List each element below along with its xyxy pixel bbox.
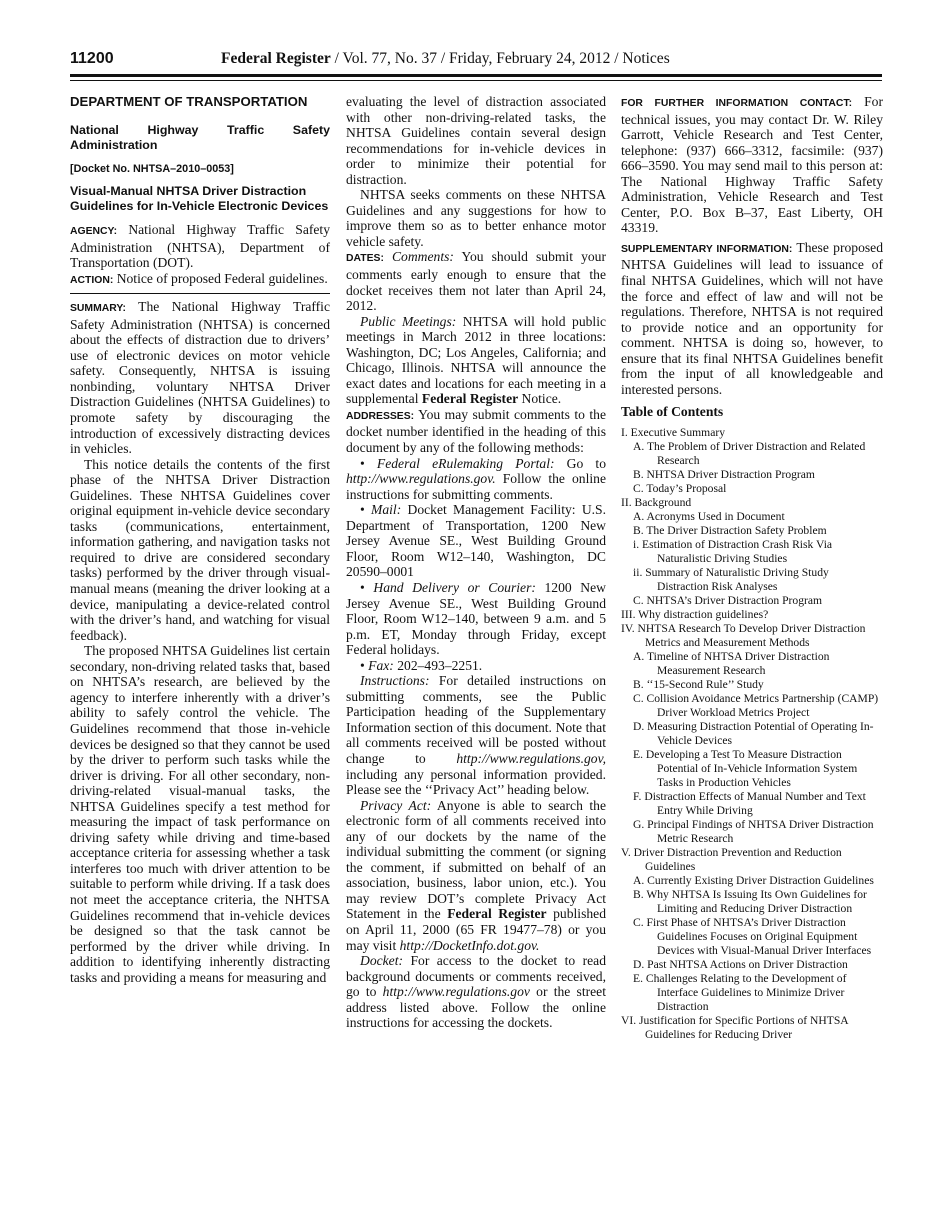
toc-entry: E. Developing a Test To Measure Distraction Potential of In-Vehicle Information System Tasks in Production Vehicles <box>633 747 858 789</box>
docket-end: or the street address listed above. Follow the online instructions for accessing the dockets. <box>346 984 606 1031</box>
header-rule-thin <box>70 80 882 81</box>
toc-entry: D. Measuring Distraction Potential of Operating In-Vehicle Devices <box>633 719 874 747</box>
privacy-bold: Federal Register <box>447 906 547 922</box>
meetings-text: NHTSA will hold public meetings in March 2012 in three locations: Washington, DC; Los Angeles, California; and Chicago, Illinois. NHTSA will announce the exact dates and locations for each meeting in a supplemental <box>346 313 607 407</box>
instructions-link[interactable]: http://www.regulations.gov, <box>456 750 606 766</box>
hand-italic: Hand Delivery or Courier: <box>373 579 536 595</box>
privacy-italic: Privacy Act: <box>360 797 432 813</box>
contact-paragraph <box>621 94 883 236</box>
contact-label: FOR FURTHER INFORMATION CONTACT: <box>621 98 853 109</box>
agency-text: National Highway Traffic Safety Administration (NHTSA), Department of Transportation (DOT). <box>70 222 330 271</box>
portal-link[interactable]: http://www.regulations.gov. <box>346 471 496 487</box>
toc-entry: B. ‘‘15-Second Rule’’ Study <box>633 677 764 691</box>
toc-entry: A. Currently Existing Driver Distraction Guidelines <box>633 873 874 887</box>
docket-number: [Docket No. NHTSA–2010–0053] <box>70 163 234 175</box>
header-rule-thick <box>70 74 882 77</box>
toc-entry: C. Today’s Proposal <box>633 481 727 495</box>
agency-label: AGENCY: <box>70 226 118 237</box>
toc-entry: I. Executive Summary <box>621 425 725 439</box>
toc-entry: B. NHTSA Driver Distraction Program <box>633 467 815 481</box>
instructions-italic: Instructions: <box>360 673 430 689</box>
supplementary-paragraph <box>621 240 883 397</box>
action-paragraph <box>70 271 330 289</box>
fax-text: 202–493–2251. <box>393 657 483 673</box>
dates-paragraph <box>346 249 606 313</box>
toc-entry: ii. Summary of Naturalistic Driving Study Distraction Risk Analyses <box>633 565 829 593</box>
toc-entry: F. Distraction Effects of Manual Number and Text Entry While Driving <box>633 789 866 817</box>
summary-text: The National Highway Traffic Safety Administration (NHTSA) is concerned about the effects of distraction due to drivers’ use of electronic devices on motor vehicle safety. Consequently, NHTSA is issuing nonbinding, voluntary NHTSA Driver Distraction Guidelines (NHTSA Guidelines) to promote safety by discouraging the introduction of excessively distracting devices in vehicles. <box>70 299 330 457</box>
contact-text: For technical issues, you may contact Dr. W. Riley Garrott, Vehicle Research and Test Center, telephone: (937) 666–3312, facsimile: (937) 666–3590. You may send mail to this person at: The National Highway Traffic Safety Administration, Vehicle Research and Test Center, P.O. Box B–37, East Liberty, OH 43319. <box>621 94 883 236</box>
running-head <box>221 50 670 68</box>
action-label: ACTION: <box>70 274 114 286</box>
toc-entry: C. First Phase of NHTSA’s Driver Distraction Guidelines Focuses on Original Equipment Devices with Visual-Manual Driver Interfaces <box>633 915 872 957</box>
privacy-link[interactable]: http://DocketInfo.dot.gov. <box>399 937 540 953</box>
toc-entry: A. Timeline of NHTSA Driver Distraction Measurement Research <box>633 649 830 677</box>
toc-entry: D. Past NHTSA Actions on Driver Distraction <box>633 957 848 971</box>
meetings-paragraph <box>346 314 606 407</box>
column-1 <box>70 94 330 985</box>
toc-entry: A. Acronyms Used in Document <box>633 509 785 523</box>
toc-entry: III. Why distraction guidelines? <box>621 607 769 621</box>
privacy-end: published on April 11, 2000 (65 FR 19477–78) or you may visit <box>346 906 607 953</box>
toc-title: Table of Contents <box>621 404 724 420</box>
addresses-text: You may submit comments to the docket number identified in the heading of this document by any of the following methods: <box>346 406 606 456</box>
supplementary-text: These proposed NHTSA Guidelines will lead to issuance of final NHTSA Guidelines, which will not have the force and effect of law and will not be regulations. Therefore, NHTSA is not required to provide notice and an opportunity for comment. NHTSA is doing so, however, to ensure that its final NHTSA Guidelines benefit from the input of all knowledgeable and interested persons. <box>621 239 883 397</box>
docket-link[interactable]: http://www.regulations.gov <box>382 984 530 1000</box>
bullet-hand-delivery: • Hand Delivery or Courier: 1200 New Jersey Avenue SE., West Building Ground Floor, Room W12–140, between 9 a.m. and 5 p.m. ET, Monday through Friday, except Federal holidays. <box>346 579 606 658</box>
portal-end: Follow the online instructions for submitting comments. <box>346 471 606 502</box>
docket-text: For access to the docket to read background documents or comments received, go to <box>346 953 606 1000</box>
column-2 <box>346 94 606 1031</box>
summary-label: SUMMARY: <box>70 303 126 315</box>
action-text: Notice of proposed Federal guidelines. <box>113 270 328 286</box>
portal-italic: Federal eRulemaking Portal: <box>376 455 555 471</box>
portal-text: Go to <box>554 455 606 471</box>
toc-entry: i. Estimation of Distraction Crash Risk Via Naturalistic Driving Studies <box>633 537 833 565</box>
toc-entry: IV. NHTSA Research To Develop Driver Distraction Metrics and Measurement Methods <box>621 621 866 649</box>
body-paragraph: The proposed NHTSA Guidelines list certain secondary, non-driving related tasks that, based on NHTSA’s research, are believed by the agency to interfere inherently with a driver’s ability to safely control the vehicle. The Guidelines recommend that those in-vehicle devices be designed so that they cannot be used by the driver to perform such tasks while the driver is driving. For all other secondary, non-driving-related visual-manual tasks, the NHTSA Guidelines specify a test method for measuring the impact of task performance on driving safety while driving and time-based acceptance criteria for assessing whether a task interferes too much with driver attention to be suitable to perform while driving. If a task does not meet the acceptance criteria, the NHTSA Guidelines recommend that in-vehicle devices be designed so that the task cannot be performed by the driver while driving. In addition to identifying inherently distracting tasks and providing a means for measuring and <box>70 643 330 985</box>
meetings-end: Notice. <box>518 391 562 407</box>
toc-entry: B. The Driver Distraction Safety Problem <box>633 523 827 537</box>
toc-entry: V. Driver Distraction Prevention and Reduction Guidelines <box>621 845 842 873</box>
page-header <box>70 50 882 72</box>
dates-text: You should submit your comments early enough to ensure that the docket receives them not later than April 24, 2012. <box>346 249 606 314</box>
mail-text: Docket Management Facility: U.S. Department of Transportation, 1200 New Jersey Avenue SE., West Building Ground Floor, Room W12–140, Washington, DC 20590–0001 <box>346 502 606 580</box>
agency-name: National Highway Traffic Safety Administration <box>70 123 330 152</box>
toc-entry: B. Why NHTSA Is Issuing Its Own Guidelines for Limiting and Reducing Driver Distraction <box>633 887 867 915</box>
toc-entry: A. The Problem of Driver Distraction and Related Research <box>633 439 866 467</box>
page-number: 11200 <box>70 50 114 67</box>
docket-paragraph <box>346 953 606 1031</box>
toc-entry: C. NHTSA’s Driver Distraction Program <box>633 593 823 607</box>
toc-entry: E. Challenges Relating to the Development of Interface Guidelines to Minimize Driver Distraction <box>633 971 847 1013</box>
fax-italic: Fax: <box>368 657 394 673</box>
department-heading: DEPARTMENT OF TRANSPORTATION <box>70 94 308 109</box>
bullet-portal: • Federal eRulemaking Portal: Go to http://www.regulations.gov. Follow the online instructions for submitting comments. <box>346 455 606 502</box>
column-3 <box>621 94 883 1042</box>
volume-info: / Vol. 77, No. 37 / Friday, February 24, 2012 / Notices <box>330 50 670 67</box>
journal-name: Federal Register <box>221 50 331 67</box>
instructions-end: including any personal information provided. Please see the ‘‘Privacy Act’’ heading below. <box>346 766 606 798</box>
section-divider <box>70 293 330 294</box>
toc-entry: G. Principal Findings of NHTSA Driver Distraction Metric Research <box>633 817 874 845</box>
agency-paragraph <box>70 222 330 271</box>
bullet-fax: • Fax: 202–493–2251. <box>360 657 483 673</box>
addresses-label: ADDRESSES: <box>346 410 415 422</box>
instructions-text: For detailed instructions on submitting comments, see the Public Participation heading of the Supplementary Information section of this document. Note that all comments received will be posted without change to <box>346 673 606 766</box>
bullet-mail: • Mail: Docket Management Facility: U.S. Department of Transportation, 1200 New Jersey Avenue SE., West Building Ground Floor, Room W12–140, Washington, DC 20590–0001 <box>346 502 606 580</box>
privacy-paragraph <box>346 798 606 953</box>
docket-italic: Docket: <box>360 953 404 969</box>
dates-italic: Comments: <box>383 249 454 265</box>
mail-italic: Mail: <box>371 502 402 518</box>
meetings-bold: Federal Register <box>421 391 519 407</box>
document-title: Visual-Manual NHTSA Driver Distraction Guidelines for In-Vehicle Electronic Devices <box>70 184 329 213</box>
instructions-paragraph <box>346 673 606 797</box>
toc-entry: II. Background <box>621 495 692 509</box>
summary-paragraph <box>70 299 330 456</box>
meetings-italic: Public Meetings: <box>360 313 457 329</box>
privacy-text: Anyone is able to search the electronic form of all comments received into any of our dockets by the name of the individual submitting the comment (or signing the comment, if submitted on behalf of an association, business, labor union, etc.). You may review DOT’s complete Privacy Act Statement in the <box>346 797 606 922</box>
toc-entry: VI. Justification for Specific Portions of NHTSA Guidelines for Reducing Driver <box>621 1013 849 1041</box>
body-paragraph: This notice details the contents of the first phase of the NHTSA Driver Distraction Guidelines. These NHTSA Guidelines cover original equipment in-vehicle device secondary tasks (communications, entertainment, information gathering, and navigation tasks not required to drive are considered secondary tasks) performed by the driver through visual-manual means (meaning the driver looking at a device, manipulating a device-related control with the driver’s hand, and watching for visual feedback). <box>70 456 330 643</box>
body-paragraph: evaluating the level of distraction associated with other non-driving-related tasks, the NHTSA Guidelines contain several design recommendations for in-vehicle devices in order to minimize their potential for distraction. <box>346 94 606 187</box>
body-paragraph: NHTSA seeks comments on these NHTSA Guidelines and any suggestions for how to improve them so as to better enhance motor vehicle safety. <box>346 187 606 249</box>
table-of-contents <box>621 426 883 1042</box>
hand-text: 1200 New Jersey Avenue SE., West Building Ground Floor, Room W12–140, between 9 a.m. and 5 p.m. ET, Monday through Friday, except Federal holidays. <box>346 579 606 658</box>
supplementary-label: SUPPLEMENTARY INFORMATION: <box>621 243 793 255</box>
toc-entry: C. Collision Avoidance Metrics Partnership (CAMP) Driver Workload Metrics Project <box>633 691 879 719</box>
addresses-paragraph <box>346 407 606 456</box>
dates-label: DATES: <box>346 253 384 265</box>
